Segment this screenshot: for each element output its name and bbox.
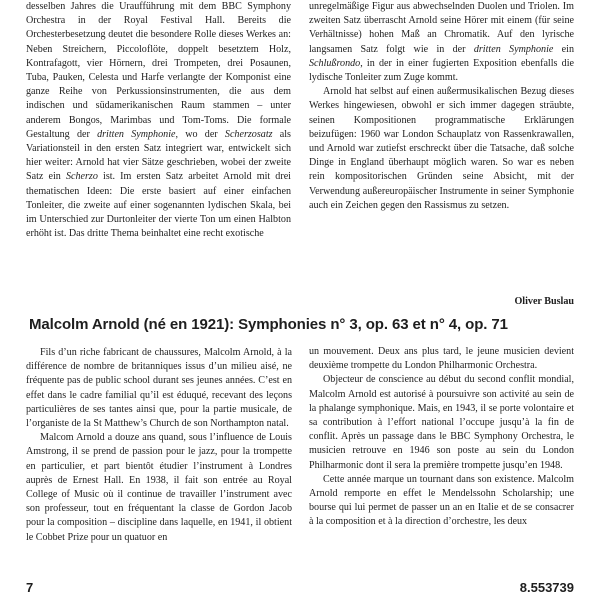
catalogue-number: 8.553739 (519, 580, 574, 595)
french-text-left-column (26, 346, 292, 545)
section-heading: Malcolm Arnold (né en 1921): Symphonies n° 3, op. 63 et n° 4, op. 71 (29, 316, 508, 333)
german-paragraph: Arnold hat selbst auf einen außermusikalischen Bezug dieses Werkes hingewiesen, obwohl er sich immer dagegen sträubte, seinen Kompositionen programmatische Erklärungen beizufügen: 1960 war London Schauplatz von Rassenkrawallen, und Arnold war zutiefst erschreckt über die Tatsache, daß solche Dinge in England überhaupt möglich waren. So war es neben rein kompositorischen Gründen seine Absicht, mit der Verwendung außereuropäischer Instrumente in seiner Symphonie auch ein Zeichen gegen den Rassismus zu setzen. (309, 86, 574, 211)
page-number: 7 (26, 580, 34, 595)
author-signature: Oliver Buslau (514, 296, 574, 307)
french-paragraph: un mouvement. Deux ans plus tard, le jeune musicien devient deuxième trompette du London Philharmonic Orchestra. (309, 346, 574, 372)
french-paragraph: Objecteur de conscience au début du second conflit mondial, Malcolm Arnold est autorisé à poursuivre son activité au sein de la phalange symphonique. Mais, en 1943, il se porte volontaire et sa contribution à l’effort national l’occupe jusqu’à la fin de conflit. Après un passage dans le BBC Symphony Orchestra, le musicien retrouve en 1946 son poste au sein du London Philharmonic dont il sera la première trompette jusqu’en 1948. (309, 374, 574, 471)
german-text-left-column (26, 0, 291, 241)
french-paragraph: Cette année marque un tournant dans son existence. Malcolm Arnold remporte en effet le Mendelssohn Scholarship; une bourse qui lui permet de passer un an en Italie et de se consacrer à la composition et à la direction d’orchestre, les deux (309, 473, 574, 528)
french-paragraph: Malcom Arnold a douze ans quand, sous l’influence de Louis Amstrong, il se prend de passion pour le jazz, pour la trompette en particulier, et part bientôt étudier l’instrument à Londres auprès de Ernest Hall. En 1938, il fait son entrée au Royal College of Music où il continue de travailler l’instrument avec son professeur, tout en fréquentant la classe de Gordon Jacob pour la composition – discipline dans laquelle, en 1941, il obtient le Cobbet Prize pour un quatuor en (26, 432, 292, 543)
german-paragraph: desselben Jahres die Uraufführung mit dem BBC Symphony Orchestra in der Royal Festival Hall. Bereits die Orchesterbesetzung deutet die besondere Rolle dieses Werkes an: Neben Streichern, Piccoloflöte, doppelt besetztem Holz, Kontrafagott, vier Hörnern, drei Trompeten, drei Posaunen, Tuba, Pauken, Celesta und Harfe verlangte der Komponist eine ganze Reihe von Perkussionsinstrumenten, die aus dem indischen und südamerikanischen Raum stammen – unter anderem Bongos, Marimbas und Tom-Toms. Die formale Gestaltung der dritten Symphonie, wo der Scherzosatz als Variationsteil in den ersten Satz integriert war, entwickelt sich hier weiter: Arnold hat vier Sätze geschrieben, wobei der zweite Satz ein Scherzo ist. Im ersten Satz arbeitet Arnold mit drei thematischen Ideen: Die erste basiert auf einer einfachen Tonleiter, die zweite auf einer sogenannten lydischen Skala, bei im Unterschied zur Durtonleiter der vierte Ton um einen Halbton erhöht ist. Das dritte Thema beinhaltet eine recht exotische (26, 1, 291, 240)
german-paragraph: unregelmäßige Figur aus abwechselnden Duolen und Triolen. Im zweiten Satz überrascht Arnold seine Hörer mit einem (für seine Verhältnisse) hohen Maß an Chromatik. Auf den lyrische langsamen Satz folgt wie in der dritten Symphonie ein Schlußrondo, in der in einer fugierten Exposition ebenfalls die lydische Tonleiter zum Zuge kommt. (309, 1, 575, 84)
french-paragraph: Fils d’un riche fabricant de chaussures, Malcolm Arnold, à la différence de nombre de britanniques issus d’un milieu aisé, ne fréquente pas de public school durant ses jeunes années. C’est en effet dans le cadre familial qu’il est éduqué, recevant des leçons particulières de ses tantes ainsi que, pour la partie musicale, de l’organiste de la St Matthew’s Church de son Northampton natal. (26, 347, 292, 430)
german-text-right-column (309, 0, 574, 213)
french-text-right-column (309, 345, 574, 530)
